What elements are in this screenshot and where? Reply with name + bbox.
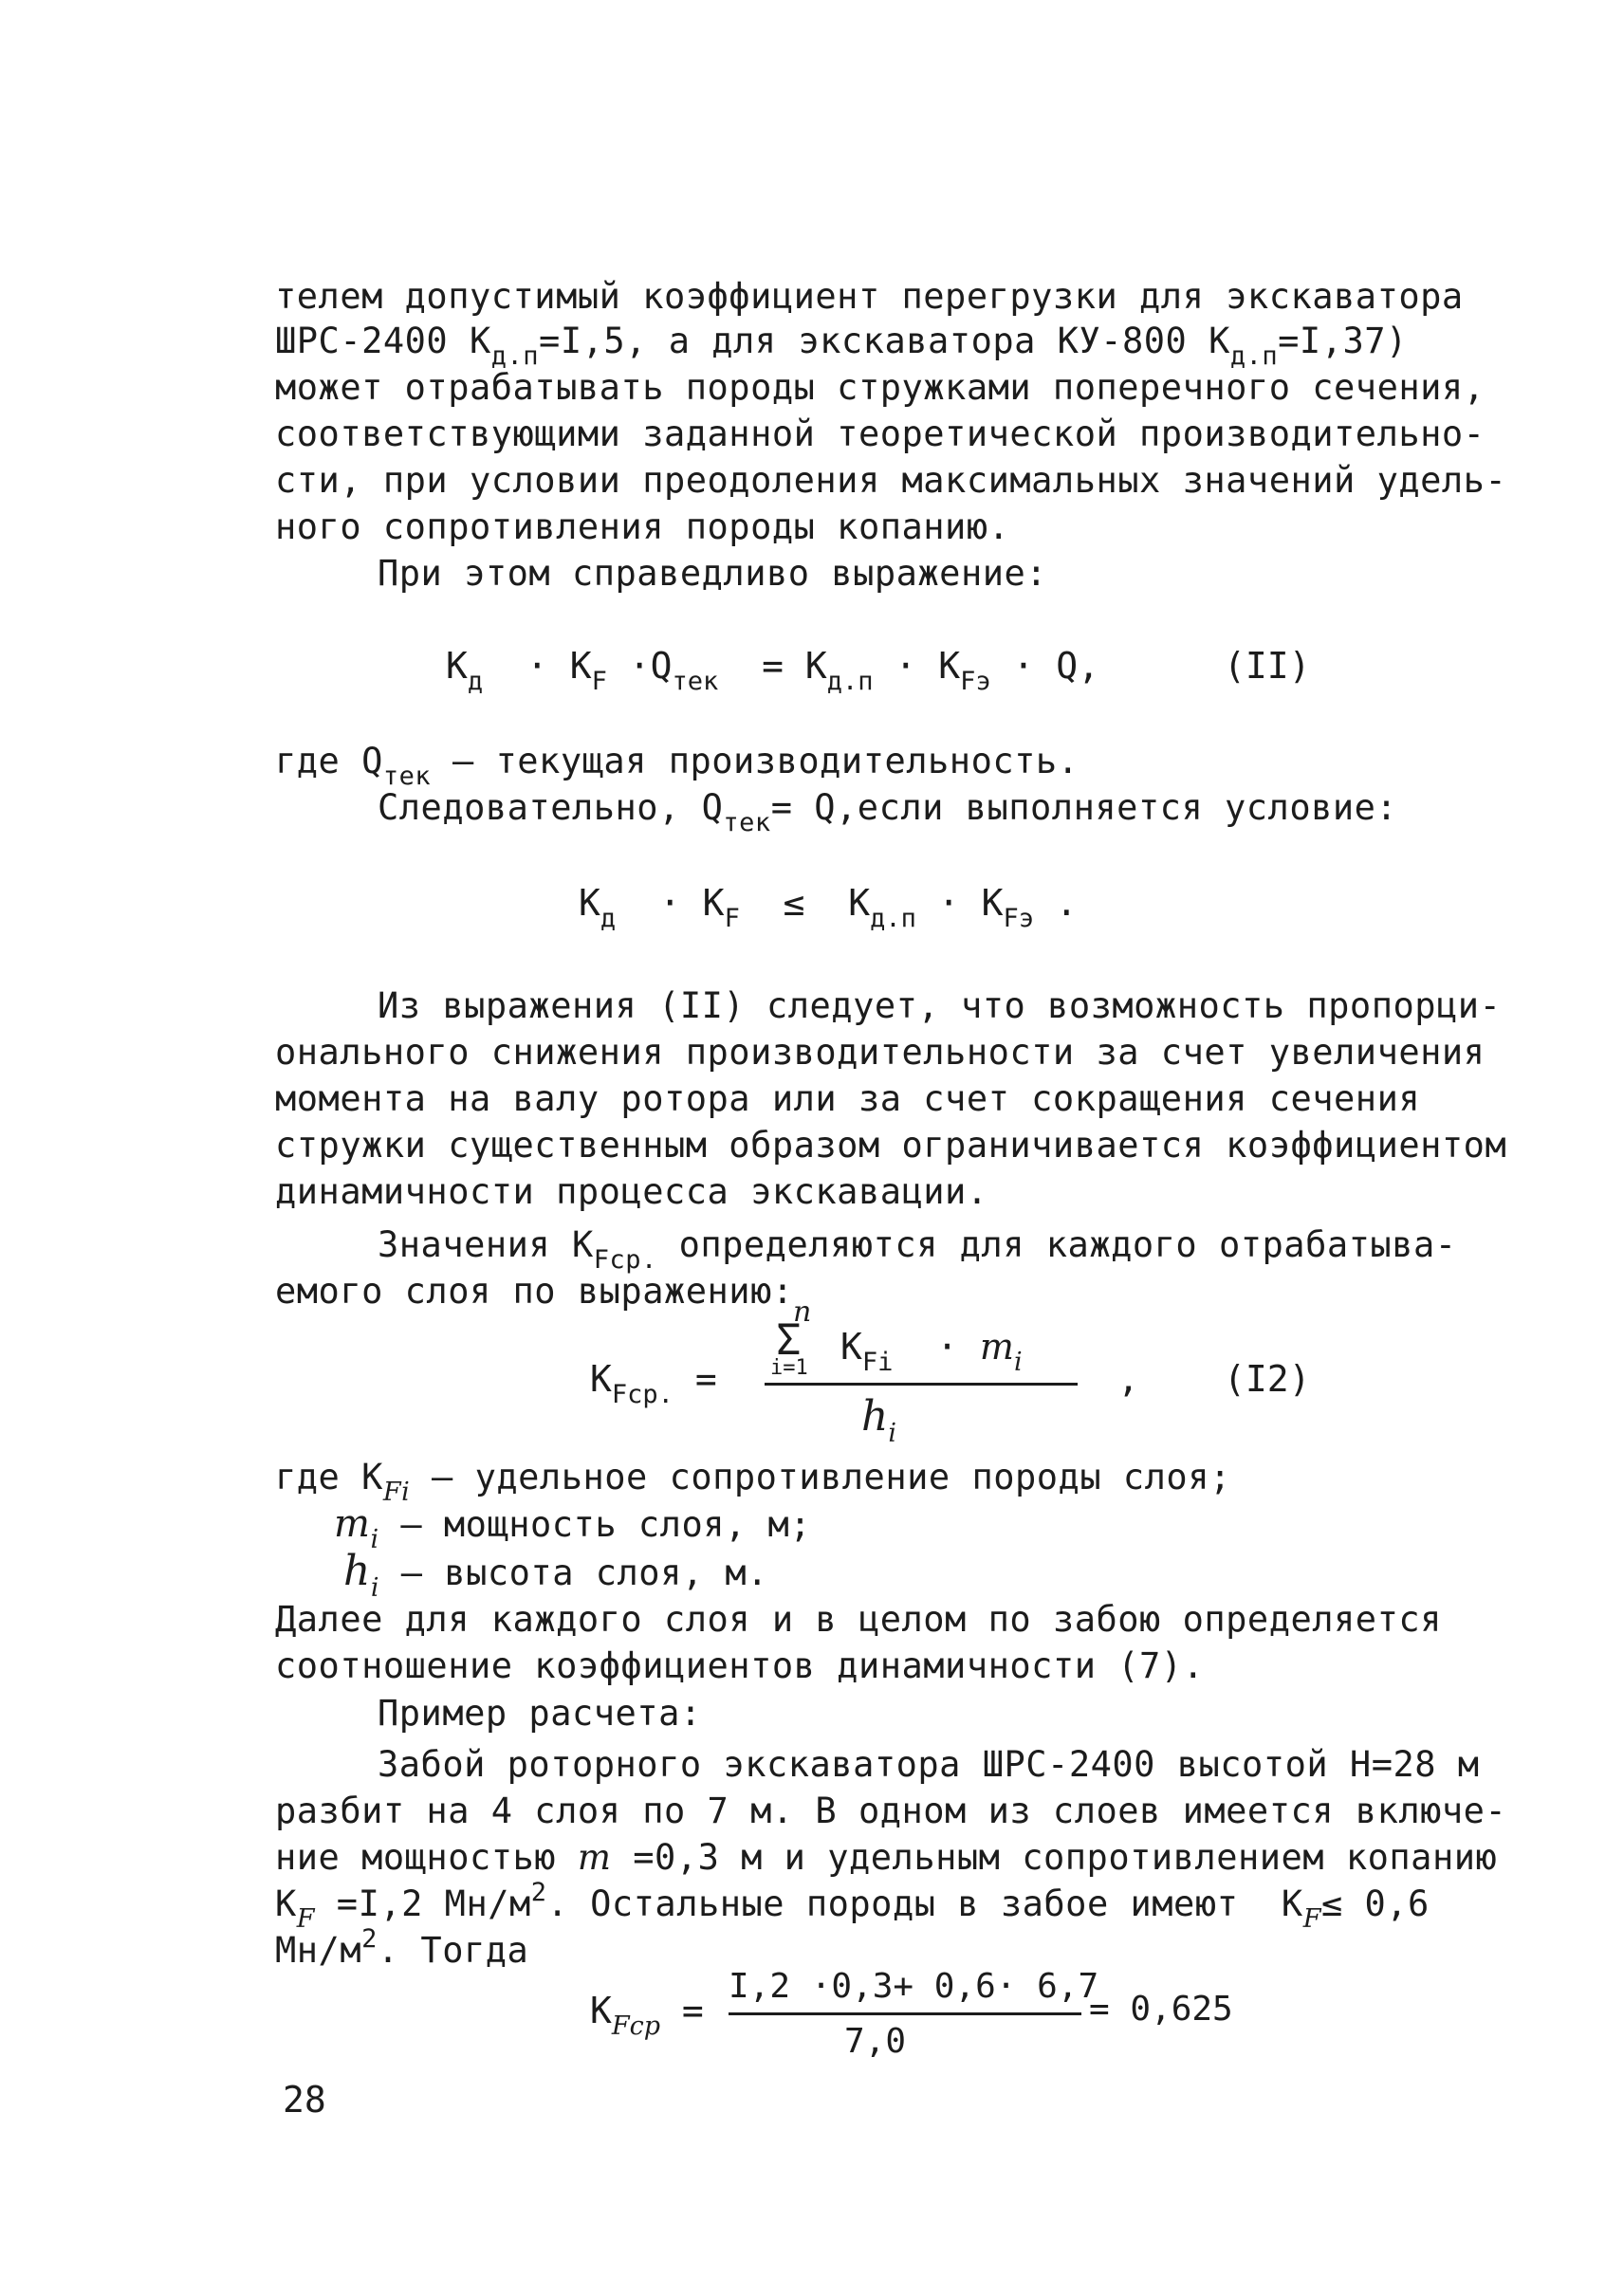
text-line-values: Значения $К_{Fср.}$ определяются для каждого отрабатыва- (378, 1224, 1457, 1275)
text-line: $К_F =I,2$ $Мн/м^2$. Остальные породы в забое имеют $К_F\le 0,6$ (275, 1878, 1430, 1934)
page-number: 28 (283, 2079, 326, 2121)
text-line: телем допустимый коэффициент перегрузки для экскаватора (275, 276, 1464, 317)
text-line: ние мощностью m =0,3 м и удельным сопротивлением копанию (275, 1837, 1498, 1878)
text-line: стружки существенным образом ограничивается коэффициентом (275, 1125, 1507, 1166)
text-line: онального снижения производительности за счет увеличения (275, 1032, 1486, 1073)
equation-number-12: (I2) (1224, 1358, 1311, 1400)
text-line: Далее для каждого слоя и в целом по забою определяется (275, 1599, 1442, 1640)
final-equation-numerator: I,2 ·0,3+ 0,6· 6,7 (729, 1967, 1099, 2006)
text-line: емого слоя по выражению: (275, 1271, 794, 1312)
text-line: Из выражения (II) следует, что возможность пропорци- (378, 985, 1502, 1026)
equation-12-denominator: $h_i$ (861, 1392, 896, 1448)
text-line: динамичности процесса экскавации. (275, 1171, 988, 1212)
text-line: соотношение коэффициентов динамичности (7). (275, 1645, 1205, 1686)
text-line-consequently: Следовательно, $Q_{тек}=$ Q,если выполняется условие: (378, 787, 1398, 837)
text-line: ного сопротивления породы копанию. (275, 506, 1010, 547)
final-equation-result: = 0,625 (1089, 1990, 1233, 2029)
sum-lower-limit: i=1 (770, 1356, 808, 1380)
equation-number-11: (II) (1224, 645, 1311, 687)
sum-symbol: Σ (776, 1316, 802, 1365)
equation-12-lhs: $К_{Fср.}$ = (590, 1358, 717, 1409)
text-line: момента на валу ротора или за счет сокращения сечения (275, 1078, 1421, 1119)
text-line-coefficients: ШРС-2400 $К_{д.п}=I,5$, а для экскаватора КУ-800 $К_{д.п}=I,37$) (275, 321, 1408, 371)
fraction-bar (765, 1383, 1078, 1386)
final-equation-denominator: 7,0 (844, 2022, 907, 2061)
text-line: может отрабатывать породы стружками поперечного сечения, (275, 367, 1486, 408)
definition-hi: $h_i$ – высота слоя, м. (343, 1547, 768, 1603)
example-title: Пример расчета: (378, 1693, 702, 1734)
text-line-where-qtek: где $Q_{тек}$ – текущая производительность. (275, 741, 1080, 791)
text-line: сти, при условии преодоления максимальных значений удель- (275, 460, 1507, 501)
text-line: При этом справедливо выражение: (378, 553, 1048, 594)
equation-12-comma: , (1117, 1358, 1139, 1400)
equation-11: $К_д \cdot К_F \cdot Q_{тек} = К_{д.п} \cdot К_{Fэ} \cdot Q$, (446, 645, 1100, 696)
inequality: $К_д \cdot К_F \le К_{д.п} \cdot К_{Fэ}$ . (579, 882, 1078, 933)
text-line: соответствующими заданной теоретической производительно- (275, 413, 1486, 454)
fraction-bar (729, 2012, 1081, 2015)
text-line: разбит на 4 слоя по 7 м. В одном из слоев имеется включе- (275, 1791, 1507, 1831)
final-equation-lhs: $К_{Fср}$ = (590, 1990, 704, 2041)
text-line: $Мн/м^2$. Тогда (275, 1924, 529, 1971)
definition-kfi: где $К_{Fi}$ – удельное сопротивление породы слоя; (275, 1457, 1231, 1507)
definition-mi: $m_i$ – мощность слоя, м; (334, 1502, 812, 1554)
equation-12-numerator: $К_{Fi} \cdot m_i$ (840, 1326, 1023, 1377)
sum-upper-limit: n (793, 1295, 812, 1329)
text-line: Забой роторного экскаватора ШРС-2400 высотой Н=28 м (378, 1744, 1480, 1785)
